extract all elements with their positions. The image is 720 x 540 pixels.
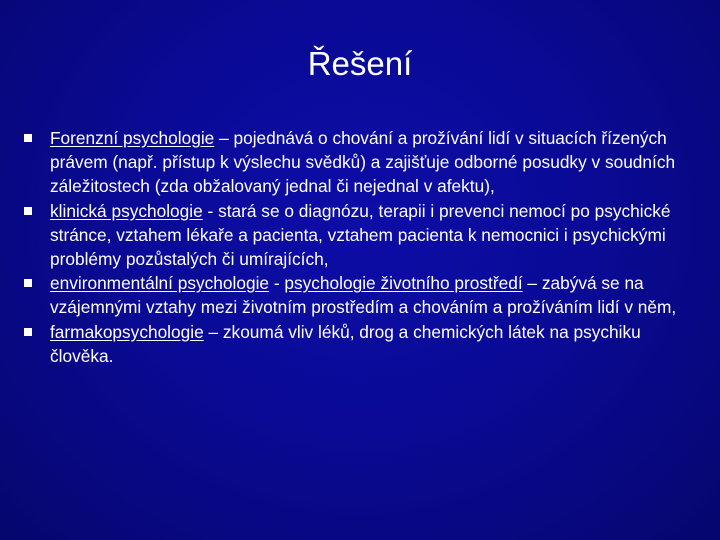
bullet-item-environmental	[22, 271, 702, 319]
bullet-term-secondary: psychologie životního prostředí	[284, 273, 523, 294]
bullet-list	[22, 126, 702, 368]
bullet-item-forensic	[22, 126, 702, 199]
bullet-text: – zabývá se na vzájemnými vztahy mezi životním prostředím a chováním a prožíváním lidí v něm,	[50, 273, 677, 318]
bullet-item-pharmaco	[22, 320, 702, 368]
square-bullet-icon	[24, 328, 32, 336]
bullet-term: farmakopsychologie	[50, 321, 204, 342]
bullet-text: – pojednává o chování a prožívání lidí v situacích řízených právem (např. přístup k výslechu svědků) a zajišťuje odborné posudky v soudních záležitostech (zda obžalovaný jednal či nejednal v afektu),	[50, 128, 676, 197]
slide-title: Řešení	[307, 45, 413, 82]
square-bullet-icon	[24, 279, 32, 287]
bullet-term: environmentální psychologie	[50, 273, 270, 294]
bullet-text: - stará se o diagnózu, terapii i prevenci nemocí po psychické stránce, vztahem lékaře a pacienta, vztahem pacienta k nemocnici i psychickými problémy pozůstalých či umírajících,	[50, 200, 671, 270]
bullet-term: klinická psychologie	[50, 200, 203, 221]
bullet-term: Forenzní psychologie	[50, 128, 215, 148]
bullet-text: – zkoumá vliv léků, drog a chemických látek na psychiku člověka.	[50, 321, 641, 366]
square-bullet-icon	[24, 207, 32, 215]
bullet-separator: -	[269, 273, 285, 294]
bullet-item-clinical	[22, 199, 702, 272]
square-bullet-icon	[24, 134, 32, 142]
